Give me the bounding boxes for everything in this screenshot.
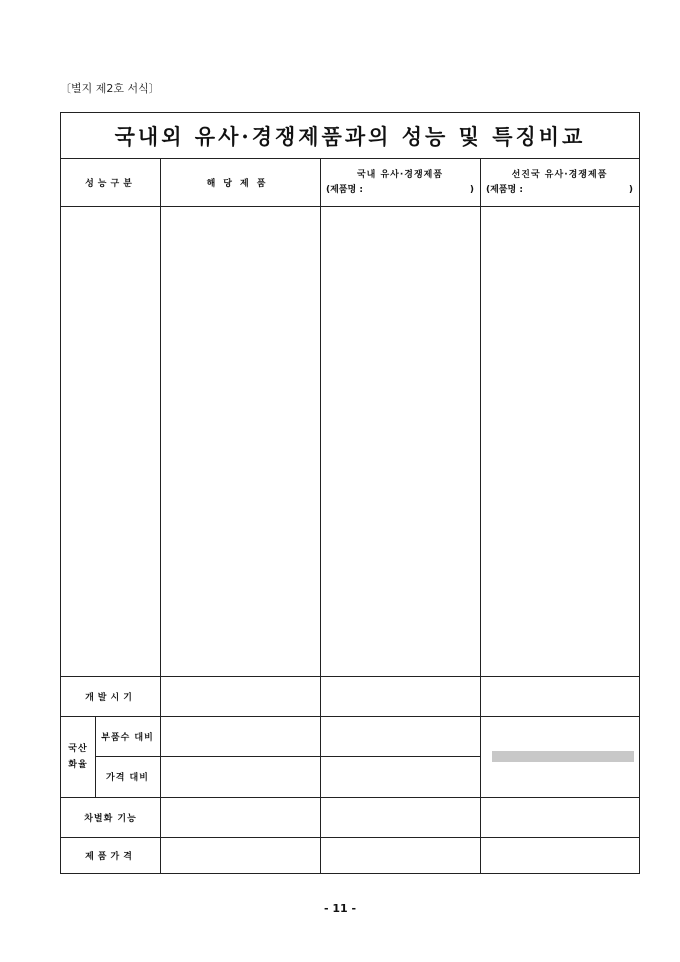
header-domestic-title: 국내 유사·경쟁제품 bbox=[356, 170, 444, 180]
header-category: 성능구분 bbox=[85, 178, 136, 189]
comparison-form bbox=[60, 112, 640, 874]
row-localization-parts: 부품수 대비 bbox=[101, 732, 154, 743]
header-domestic bbox=[320, 168, 480, 204]
row-localization-price: 가격 대비 bbox=[106, 773, 149, 783]
shaded-bar bbox=[492, 751, 634, 762]
col-line-2 bbox=[320, 158, 321, 873]
header-product: 해당제품 bbox=[206, 178, 274, 189]
col-line-3 bbox=[480, 158, 481, 873]
form-label: 〔별지 제2호 서식〕 bbox=[60, 82, 160, 95]
title-row bbox=[61, 113, 639, 159]
row-price: 제품가격 bbox=[85, 851, 136, 862]
header-advanced-product-name: (제품명 : bbox=[486, 185, 523, 195]
header-domestic-product-name: (제품명 : bbox=[326, 185, 363, 195]
header-advanced-title: 선진국 유사·경쟁제품 bbox=[511, 170, 608, 180]
header-advanced bbox=[480, 168, 639, 204]
page-number: - 11 - bbox=[323, 902, 357, 915]
header-domestic-close: ) bbox=[469, 185, 474, 195]
row-dev-period: 개발시기 bbox=[85, 692, 136, 703]
row-differentiation: 차별화 기능 bbox=[84, 813, 137, 824]
header-bottom-line bbox=[61, 206, 639, 207]
row-localization: 국산 화율 bbox=[68, 743, 88, 770]
form-title: 국내외 유사·경쟁제품과의 성능 및 특징비교 bbox=[114, 123, 586, 149]
header-advanced-close: ) bbox=[628, 185, 633, 195]
col-line-1 bbox=[160, 158, 161, 873]
